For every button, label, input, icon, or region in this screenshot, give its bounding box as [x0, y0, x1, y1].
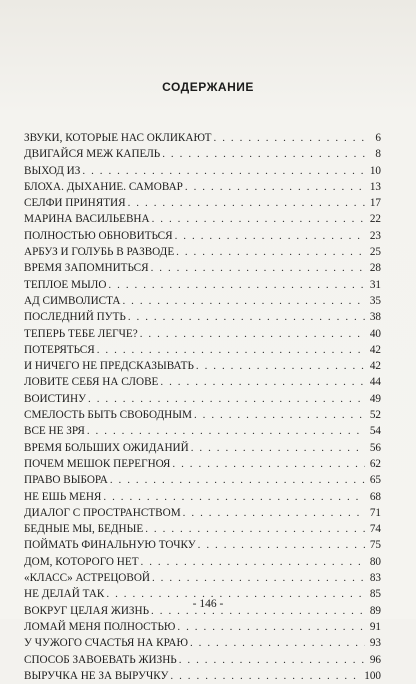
toc-entry-page: 17 — [369, 197, 381, 210]
toc-entry-title: СМЕЛОСТЬ БЫТЬ СВОБОДНЫМ — [24, 409, 192, 422]
toc-entry-page: 75 — [369, 539, 381, 552]
toc-entry-title: ВОИСТИНУ — [24, 392, 86, 405]
toc-entry-page: 22 — [369, 213, 381, 226]
dot-leader — [170, 668, 362, 684]
toc-entry-page: 23 — [369, 229, 381, 242]
toc-entry — [24, 309, 381, 325]
toc-entry — [24, 635, 381, 651]
toc-entry-page: 38 — [369, 311, 381, 324]
dot-leader — [110, 472, 365, 488]
toc-entry-title: ДИАЛОГ С ПРОСТРАНСТВОМ — [24, 506, 181, 519]
dot-leader — [190, 635, 365, 651]
toc-entry-title: ЗВУКИ, КОТОРЫЕ НАС ОКЛИКАЮТ — [24, 132, 212, 144]
toc-entry-page: 8 — [375, 148, 381, 161]
toc-entry-title: ВЫРУЧКА НЕ ЗА ВЫРУЧКУ — [24, 669, 169, 682]
toc-entry-page: 52 — [369, 409, 381, 422]
toc-entry-title: СПОСОБ ЗАВОЕВАТЬ ЖИЗНЬ — [24, 653, 177, 666]
toc-entry — [24, 326, 381, 342]
toc-entry-page: 100 — [364, 669, 381, 682]
toc-entry — [24, 423, 381, 439]
dot-leader — [179, 652, 365, 668]
toc-entry-page: 54 — [369, 425, 381, 438]
toc-entry-title: ПОТЕРЯТЬСЯ — [24, 343, 95, 356]
toc-entry-page: 56 — [369, 441, 381, 454]
dot-leader — [87, 423, 365, 439]
toc-entry — [24, 489, 381, 505]
dot-leader — [183, 505, 365, 521]
toc-entry-title: ВРЕМЯ ЗАПОМНИТЬСЯ — [24, 262, 149, 275]
toc-entry — [24, 537, 381, 553]
toc-entry — [24, 505, 381, 521]
toc-entry — [24, 195, 381, 211]
toc-entry-page: 10 — [369, 164, 381, 177]
toc-entry — [24, 358, 381, 374]
toc-entry-page: 89 — [369, 604, 381, 617]
dot-leader — [141, 554, 365, 570]
dot-leader — [194, 407, 365, 423]
toc-entry — [24, 260, 381, 276]
dot-leader — [172, 456, 365, 472]
toc-entry-title: ПОСЛЕДНИЙ ПУТЬ — [24, 311, 126, 324]
toc-entry — [24, 456, 381, 472]
toc-entry-page: 96 — [369, 653, 381, 666]
toc-entry — [24, 179, 381, 195]
toc-entry-page: 49 — [369, 392, 381, 405]
toc-entry-page: 6 — [375, 132, 381, 144]
toc-entry — [24, 277, 381, 293]
dot-leader — [128, 309, 365, 325]
dot-leader — [151, 260, 365, 276]
toc-entry-page: 91 — [369, 620, 381, 633]
dot-leader — [145, 521, 365, 537]
toc-entry-page: 71 — [369, 506, 381, 519]
dot-leader — [82, 163, 365, 179]
dot-leader — [88, 391, 365, 407]
dot-leader — [198, 537, 365, 553]
toc-entry-title: ВРЕМЯ БОЛЬШИХ ОЖИДАНИЙ — [24, 441, 189, 454]
page-number: - 146 - — [192, 598, 224, 610]
toc-entry-title: АД СИМВОЛИСТА — [24, 294, 121, 307]
toc-entry-title: АРБУЗ И ГОЛУБЬ В РАЗВОДЕ — [24, 246, 175, 259]
toc-entry-page: 83 — [369, 572, 381, 585]
toc-entry-page: 40 — [369, 327, 381, 340]
toc-entry — [24, 130, 381, 146]
toc-entry — [24, 163, 381, 179]
toc-entry-title: ДВИГАЙСЯ МЕЖ КАПЕЛЬ — [24, 148, 161, 161]
dot-leader — [97, 342, 365, 358]
toc-entry-page: 93 — [369, 637, 381, 650]
toc-entry — [24, 407, 381, 423]
dot-leader — [152, 211, 365, 227]
toc-entry — [24, 146, 381, 162]
dot-leader — [191, 440, 365, 456]
dot-leader — [108, 277, 365, 293]
dot-leader — [162, 146, 365, 162]
toc-entry-title: СЕЛФИ ПРИНЯТИЯ — [24, 197, 126, 210]
toc-entry-page: 85 — [369, 588, 381, 601]
dot-leader — [185, 179, 365, 195]
dot-leader — [128, 195, 365, 211]
toc-entry-title: НЕ ДЕЛАЙ ТАК — [24, 588, 105, 601]
toc-entry-title: ПРАВО ВЫБОРА — [24, 474, 108, 487]
toc-entry-page: 65 — [369, 474, 381, 487]
toc-entry-page: 44 — [369, 376, 381, 389]
toc-entry — [24, 652, 381, 668]
dot-leader — [214, 130, 365, 146]
toc-entry-title: ПОЧЕМ МЕШОК ПЕРЕГНОЯ — [24, 457, 171, 470]
dot-leader — [122, 293, 365, 309]
toc-entry — [24, 391, 381, 407]
toc-entry-title: ПОЙМАТЬ ФИНАЛЬНУЮ ТОЧКУ — [24, 539, 196, 552]
toc-entry-title: И НИЧЕГО НЕ ПРЕДСКАЗЫВАТЬ — [24, 360, 194, 373]
dot-leader — [176, 244, 365, 260]
dot-leader — [177, 619, 365, 635]
toc-entry-page: 35 — [369, 294, 381, 307]
toc-entry — [24, 554, 381, 570]
toc-entry-page: 25 — [369, 246, 381, 259]
toc-entry-title: ЛОМАЙ МЕНЯ ПОЛНОСТЬЮ — [24, 620, 176, 633]
toc-entry-page: 62 — [369, 457, 381, 470]
toc-entry-page: 31 — [369, 278, 381, 291]
toc-entry — [24, 211, 381, 227]
toc-entry-title: ЛОВИТЕ СЕБЯ НА СЛОВЕ — [24, 376, 159, 389]
toc-entry-page: 74 — [369, 523, 381, 536]
toc-entry-title: ВЫХОД ИЗ — [24, 164, 81, 177]
toc-entry-title: «КЛАСС» АСТРЕЦОВОЙ — [24, 572, 150, 585]
toc-entry-page: 80 — [369, 555, 381, 568]
toc-entry — [24, 570, 381, 586]
toc-entry-page: 42 — [369, 343, 381, 356]
toc-entry-title: МАРИНА ВАСИЛЬЕВНА — [24, 213, 150, 226]
toc-entry-title: ТЕПЛОЕ МЫЛО — [24, 278, 107, 291]
toc-entry-title: ПОЛНОСТЬЮ ОБНОВИТЬСЯ — [24, 229, 173, 242]
dot-leader — [196, 358, 365, 374]
toc-entry-title: БЛОХА. ДЫХАНИЕ. САМОВАР — [24, 180, 183, 193]
toc-entry-title: ТЕПЕРЬ ТЕБЕ ЛЕГЧЕ? — [24, 327, 138, 340]
dot-leader — [152, 570, 365, 586]
toc-entry-title: ВСЕ НЕ ЗРЯ — [24, 425, 85, 438]
toc-entry-page: 28 — [369, 262, 381, 275]
dot-leader — [160, 374, 365, 390]
toc-entry-title: У ЧУЖОГО СЧАСТЬЯ НА КРАЮ — [24, 637, 188, 650]
toc-entry — [24, 472, 381, 488]
contents-heading: СОДЕРЖАНИЕ — [162, 80, 254, 94]
toc-entry-page: 42 — [369, 360, 381, 373]
toc-entry-title: ДОМ, КОТОРОГО НЕТ — [24, 555, 139, 568]
bleed-through-text — [24, 40, 384, 110]
toc-entry-title: НЕ ЕШЬ МЕНЯ — [24, 490, 102, 503]
toc-entry — [24, 244, 381, 260]
toc-entry-title: БЕДНЫЕ МЫ, БЕДНЫЕ — [24, 523, 144, 536]
toc-entry — [24, 228, 381, 244]
toc-entry — [24, 374, 381, 390]
toc-entry — [24, 521, 381, 537]
toc-entry — [24, 342, 381, 358]
dot-leader — [175, 228, 365, 244]
toc-entry-page: 13 — [369, 180, 381, 193]
toc-entry-page: 68 — [369, 490, 381, 503]
toc-entry — [24, 668, 381, 684]
dot-leader — [103, 489, 365, 505]
toc-entry — [24, 440, 381, 456]
toc-entry — [24, 619, 381, 635]
toc-entry — [24, 293, 381, 309]
toc-entry-title: ВОКРУГ ЦЕЛАЯ ЖИЗНЬ — [24, 604, 150, 617]
dot-leader — [140, 326, 365, 342]
